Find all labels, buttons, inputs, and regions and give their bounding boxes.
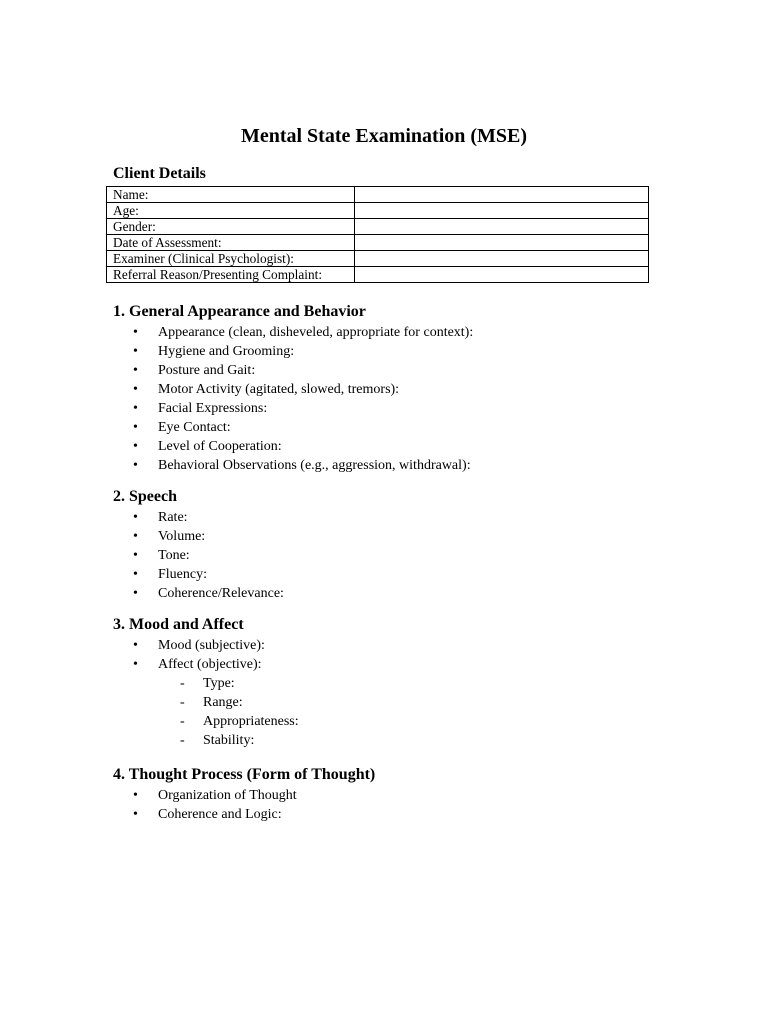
list-item-text: Appearance (clean, disheveled, appropriate for context): xyxy=(158,325,474,340)
bullet-icon: • xyxy=(133,382,138,397)
table-row xyxy=(107,267,649,283)
name-label: Name: xyxy=(107,187,355,203)
bullet-icon: • xyxy=(133,788,138,803)
client-details-table xyxy=(106,186,649,283)
list-item-text: Facial Expressions: xyxy=(158,401,268,416)
list-item-text: Coherence and Logic: xyxy=(158,807,282,822)
name-value[interactable] xyxy=(355,187,649,203)
bullet-icon: • xyxy=(133,325,138,340)
list-item-text: Appropriateness: xyxy=(203,714,299,729)
bullet-icon: • xyxy=(133,638,138,653)
list-item-text: Eye Contact: xyxy=(158,420,231,435)
dash-icon: - xyxy=(180,714,185,729)
list-item-text: Posture and Gait: xyxy=(158,363,256,378)
bullet-icon: • xyxy=(133,807,138,822)
list-item-text: Organization of Thought xyxy=(158,788,297,803)
list-item-text: Stability: xyxy=(203,733,255,748)
table-row xyxy=(107,235,649,251)
examiner-label: Examiner (Clinical Psychologist): xyxy=(107,251,355,267)
bullet-icon: • xyxy=(133,401,138,416)
table-row xyxy=(107,187,649,203)
section-heading-speech: 2. Speech xyxy=(113,488,177,505)
bullet-icon: • xyxy=(133,657,138,672)
section-heading-general-appearance: 1. General Appearance and Behavior xyxy=(113,303,366,320)
dash-icon: - xyxy=(180,733,185,748)
bullet-icon: • xyxy=(133,529,138,544)
list-item-text: Range: xyxy=(203,695,243,710)
section-heading-thought-process: 4. Thought Process (Form of Thought) xyxy=(113,766,376,783)
list-item-text: Motor Activity (agitated, slowed, tremors): xyxy=(158,382,400,397)
age-value[interactable] xyxy=(355,203,649,219)
list-item-text: Volume: xyxy=(158,529,206,544)
list-item-text: Rate: xyxy=(158,510,188,525)
list-item-text: Level of Cooperation: xyxy=(158,439,282,454)
bullet-icon: • xyxy=(133,439,138,454)
list-item-text: Tone: xyxy=(158,548,190,563)
list-item-text: Fluency: xyxy=(158,567,207,582)
client-details-heading: Client Details xyxy=(113,165,206,182)
bullet-icon: • xyxy=(133,586,138,601)
bullet-icon: • xyxy=(133,548,138,563)
bullet-icon: • xyxy=(133,458,138,473)
table-row xyxy=(107,203,649,219)
referral-reason-value[interactable] xyxy=(355,267,649,283)
gender-label: Gender: xyxy=(107,219,355,235)
list-item-text: Mood (subjective): xyxy=(158,638,265,653)
gender-value[interactable] xyxy=(355,219,649,235)
list-item-text: Behavioral Observations (e.g., aggression, withdrawal): xyxy=(158,458,471,473)
bullet-icon: • xyxy=(133,420,138,435)
age-label: Age: xyxy=(107,203,355,219)
date-of-assessment-value[interactable] xyxy=(355,235,649,251)
table-row xyxy=(107,219,649,235)
bullet-icon: • xyxy=(133,567,138,582)
dash-icon: - xyxy=(180,695,185,710)
bullet-icon: • xyxy=(133,344,138,359)
dash-icon: - xyxy=(180,676,185,691)
date-of-assessment-label: Date of Assessment: xyxy=(107,235,355,251)
page-title: Mental State Examination (MSE) xyxy=(240,125,528,147)
table-row xyxy=(107,251,649,267)
list-item-text: Coherence/Relevance: xyxy=(158,586,284,601)
section-heading-mood-affect: 3. Mood and Affect xyxy=(113,616,244,633)
examiner-value[interactable] xyxy=(355,251,649,267)
bullet-icon: • xyxy=(133,363,138,378)
list-item-text: Type: xyxy=(203,676,235,691)
referral-reason-label: Referral Reason/Presenting Complaint: xyxy=(107,267,355,283)
bullet-icon: • xyxy=(133,510,138,525)
list-item-text: Affect (objective): xyxy=(158,657,262,672)
list-item-text: Hygiene and Grooming: xyxy=(158,344,295,359)
